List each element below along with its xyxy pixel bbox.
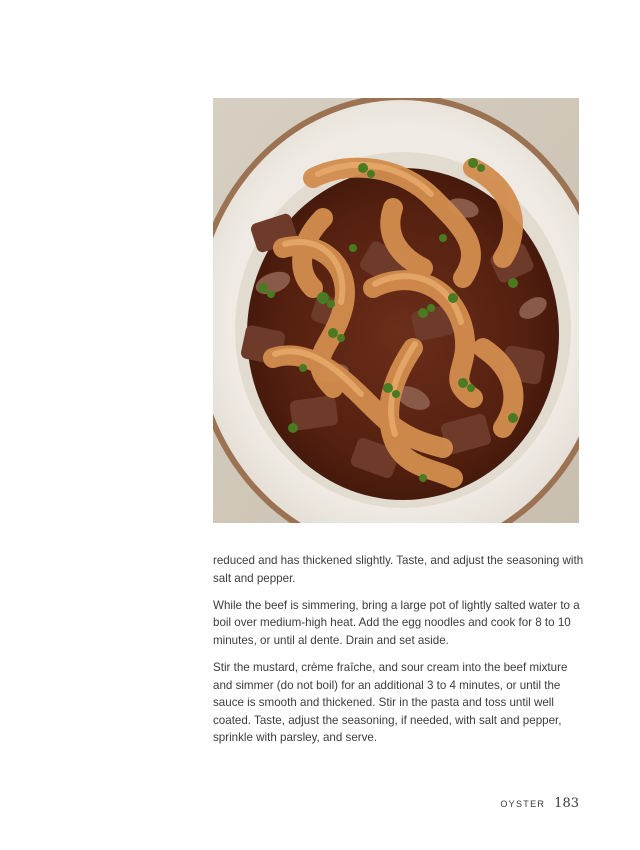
pasta-bowl-illustration	[213, 98, 579, 523]
page-footer	[500, 796, 579, 811]
paragraph-continuation: reduced and has thickened slightly. Taste, and adjust the seasoning with salt and pepper.	[213, 554, 584, 585]
page-number: 183	[554, 796, 579, 811]
recipe-body-text	[213, 552, 585, 756]
paragraph-noodles: While the beef is simmering, bring a large pot of lightly salted water to a boil over medium-high heat. Add the egg noodles and cook for 8 to 10 minutes, or until al dente. Drain and set aside.	[213, 598, 580, 647]
running-footer-section: OYSTER	[500, 799, 546, 809]
recipe-photo	[213, 98, 579, 523]
paragraph-finish: Stir the mustard, crème fraîche, and sour cream into the beef mixture and simmer (do not boil) for an additional 3 to 4 minutes, or until the sauce is smooth and thickened. Stir in the pasta and toss until well coated. Taste, adjust the seasoning, if needed, with salt and pepper, sprinkle with parsley, and serve.	[213, 660, 568, 745]
